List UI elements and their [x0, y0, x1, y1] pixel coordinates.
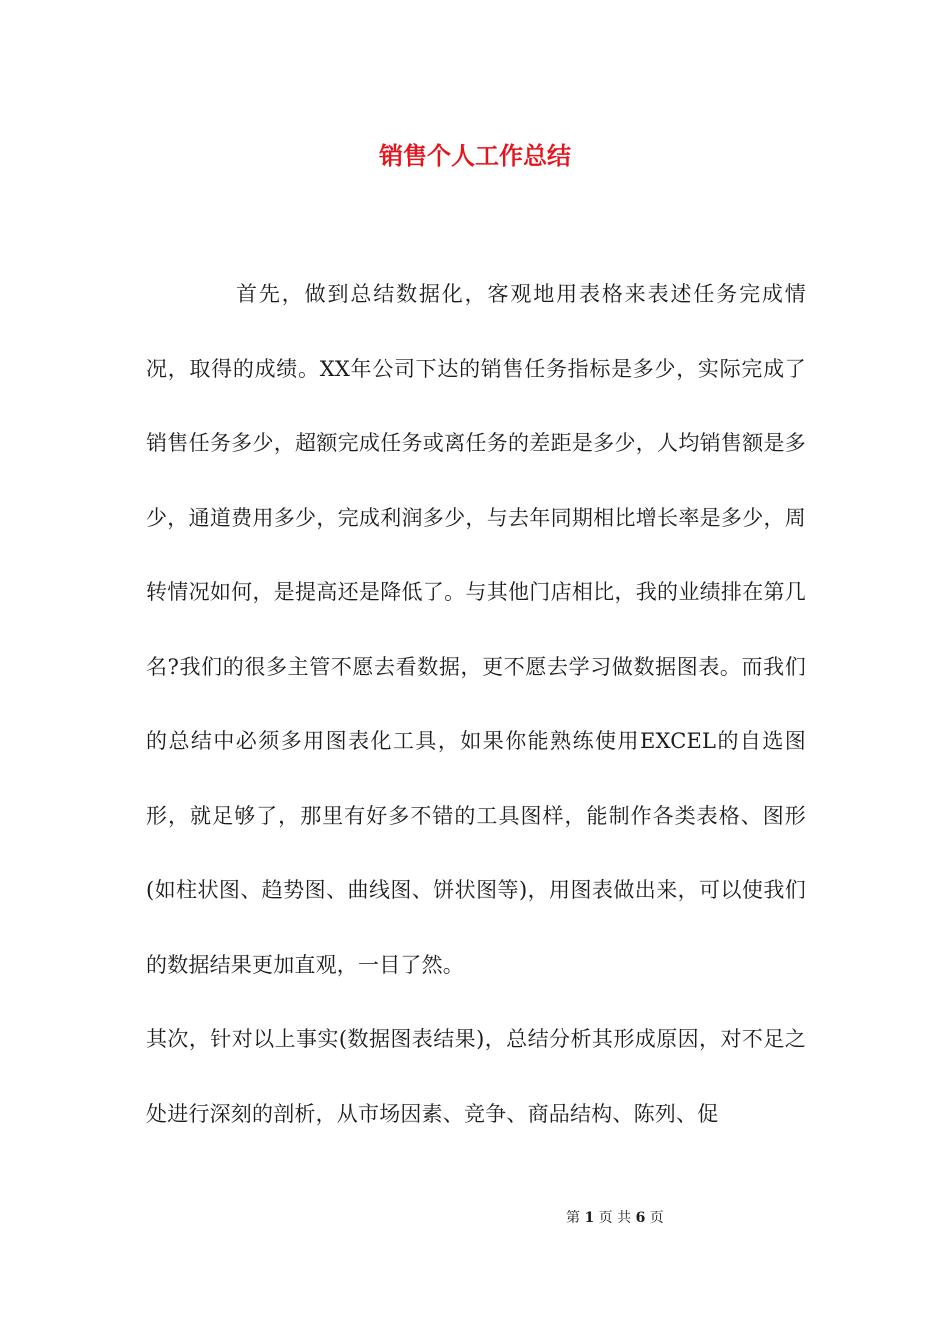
paragraph-2: 其次，针对以上事实(数据图表结果)，总结分析其形成原因，对不足之处进行深刻的剖析，从市场因素、竞争、商品结构、陈列、促 — [146, 1027, 806, 1126]
paragraph-1: 首先，做到总结数据化，客观地用表格来表述任务完成情况，取得的成绩。XX年公司下达的销售任务指标是多少，实际完成了销售任务多少，超额完成任务或离任务的差距是多少，人均销售额是多少，通道费用多少，完成利润多少，与去年同期相比增长率是多少，周转情况如何，是提高还是降低了。与其他门店相比，我的业绩排在第几名?我们的很多主管不愿去看数据，更不愿去学习做数据图表。而我们的总结中必须多用图表化工具，如果你能熟练使用EXCEL的自选图形，就足够了，那里有好多不错的工具图样，能制作各类表格、图形(如柱状图、趋势图、曲线图、饼状图等)，用图表做出来，可以使我们的数据结果更加直观，一目了然。 — [146, 282, 806, 977]
total-page-number: 6 — [635, 1210, 646, 1226]
footer-middle: 页 共 — [598, 1210, 632, 1226]
current-page-number: 1 — [584, 1210, 595, 1226]
footer-suffix: 页 — [649, 1210, 664, 1226]
page-footer — [566, 1206, 664, 1230]
footer-prefix: 第 — [566, 1210, 580, 1226]
document-title: 销售个人工作总结 — [379, 141, 571, 170]
